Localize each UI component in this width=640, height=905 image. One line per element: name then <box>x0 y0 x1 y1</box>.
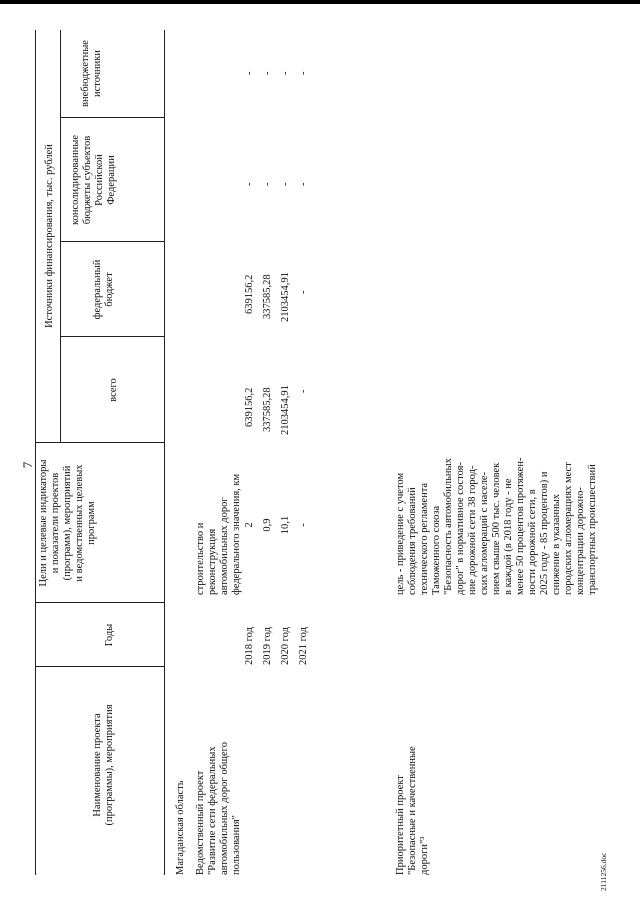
header-sources-group: Источники финансирования, тыс. рублей <box>44 144 55 328</box>
row-regional: - <box>280 182 291 186</box>
project-2-name: Приоритетный проект "Безопасные и качественные дороги"³ <box>395 746 430 875</box>
region-title: Магаданская область <box>175 780 186 875</box>
row-regional: - <box>262 182 273 186</box>
header-project-name: Наименование проекта (программы), мероприятия <box>92 704 115 826</box>
row-total: - <box>298 389 309 393</box>
project-1-name: Ведомственный проект "Развитие сети федеральных автомобильных дорог общего пользования" <box>195 742 242 875</box>
col-divider-3 <box>35 442 164 443</box>
row-federal: 2103454,91 <box>280 272 291 322</box>
header-extrabudget: внебюджетные источники <box>80 40 103 107</box>
row-regional: - <box>244 182 255 186</box>
header-federal: федеральный бюджет <box>92 259 115 320</box>
row-indicator: - <box>298 523 309 527</box>
row-extrabudget: - <box>262 71 273 75</box>
row-indicator: 2 <box>244 522 255 528</box>
col-divider-5 <box>60 241 164 242</box>
row-year: 2019 год <box>262 627 273 665</box>
row-total: 639156,2 <box>244 387 255 427</box>
row-federal: 639156,2 <box>244 274 255 314</box>
row-indicator: 10,1 <box>280 515 291 535</box>
row-extrabudget: - <box>244 71 255 75</box>
header-bottom-border <box>164 30 165 875</box>
row-year: 2018 год <box>244 627 255 665</box>
row-indicator: 0,9 <box>262 518 273 532</box>
row-extrabudget: - <box>298 71 309 75</box>
page-number: 7 <box>20 461 35 469</box>
row-year: 2020 год <box>280 627 291 665</box>
row-extrabudget: - <box>280 71 291 75</box>
header-years: Годы <box>104 623 115 647</box>
header-regional: консолидированные бюджеты субъектов Российской Федерации <box>70 135 117 225</box>
row-total: 337585,28 <box>262 387 273 432</box>
row-total: 2103454,91 <box>280 385 291 435</box>
row-federal: - <box>298 290 309 294</box>
row-year: 2021 год <box>298 627 309 665</box>
col-divider-2 <box>35 602 164 603</box>
row-federal: 337585,28 <box>262 274 273 319</box>
header-total: всего <box>108 378 119 402</box>
row-regional: - <box>298 182 309 186</box>
project-1-goal-title: строительство и реконструкция автомобильных дорог федерального значения, км <box>195 473 242 595</box>
table-top-border <box>35 30 36 875</box>
project-2-goal-text: цель - приведение с учетом соблюдения требований технического регламента Таможенного союза "Безопасность автомобильных дорог" в нормативное состоя- ние дорожной сети 38 город- ских агломераций с населе- нием свыше 500 тыс. человек в каждой (в 2018 году - не менее 50 процентов протяжен- ности дорожной сети, в 2025 году - 85 процентов) и снижение в указанных городских агломерациях мест концентрации дорожно- транспортных происшествий <box>395 457 598 595</box>
col-divider-4 <box>60 336 164 337</box>
header-goals: Цели и целевые индикаторы и показатели проектов (программ), мероприятий и ведомственных целевых программ <box>38 459 97 587</box>
footer-document-code: 2111256.doc <box>599 852 608 891</box>
col-divider-6 <box>60 117 164 118</box>
sources-divider <box>60 30 61 443</box>
col-divider-1 <box>35 666 164 667</box>
